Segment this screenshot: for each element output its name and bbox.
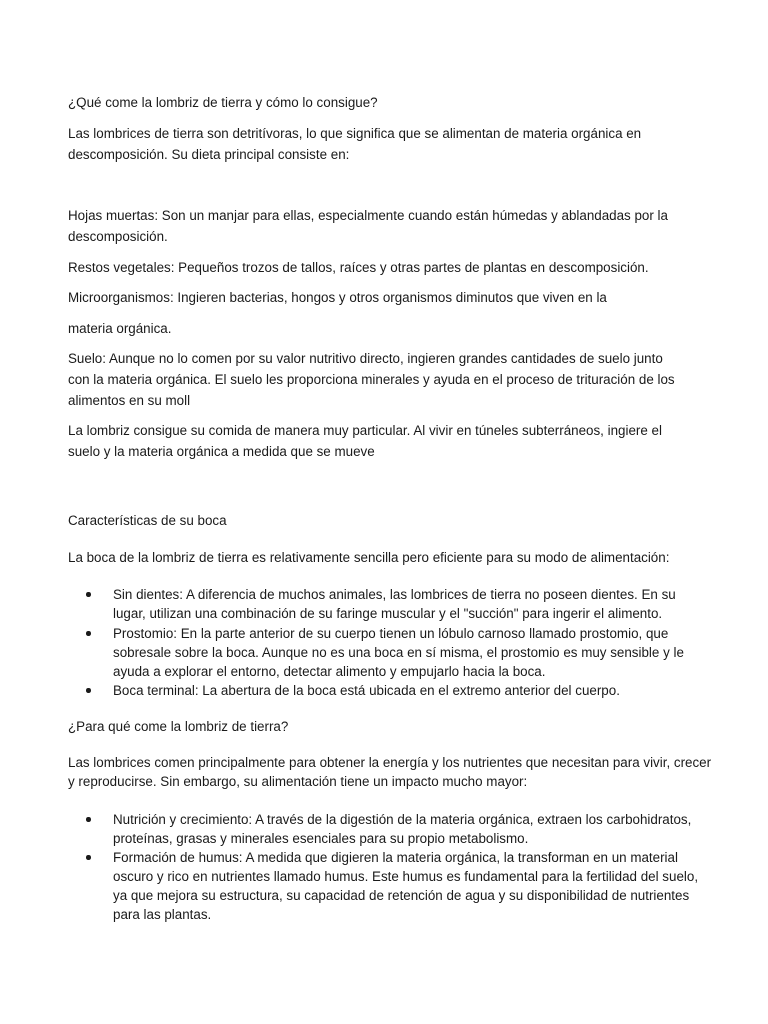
list-item-text: Formación de humus: A medida que digieren la materia orgánica, la transforman en un material oscuro y rico en nutrientes llamado humus. Este humus es fundamental para la fertilidad del suelo, ya que mejora su estructura, su capacidad de retención de agua y su disponibilidad de nutrientes para las plantas.	[113, 850, 699, 922]
consigue-line-1: La lombriz consigue su comida de manera muy particular. Al vivir en túneles subterráneos, ingiere el	[68, 423, 662, 438]
bullet-icon	[86, 817, 91, 822]
heading-caracteristicas: Características de su boca	[68, 513, 227, 528]
bullet-icon	[86, 631, 91, 636]
boca-intro: La boca de la lombriz de tierra es relativamente sencilla pero eficiente para su modo de alimentación:	[68, 550, 670, 565]
micro-line-2: materia orgánica.	[68, 321, 172, 336]
suelo-line-1: Suelo: Aunque no lo comen por su valor nutritivo directo, ingieren grandes cantidades de suelo junto	[68, 351, 663, 366]
list-item-text: Sin dientes: A diferencia de muchos animales, las lombrices de tierra no poseen dientes. En su lugar, utilizan una combinación de su faringe muscular y el "succión" para ingerir el alimento.	[113, 587, 676, 621]
list-item-text: Nutrición y crecimiento: A través de la digestión de la materia orgánica, extraen los carbohidratos, proteínas, grasas y minerales esenciales para su propio metabolismo.	[113, 812, 692, 846]
bullet-icon	[86, 855, 91, 860]
list-item-text: Boca terminal: La abertura de la boca está ubicada en el extremo anterior del cuerpo.	[113, 683, 620, 698]
intro-line-2: descomposición. Su dieta principal consiste en:	[68, 147, 350, 162]
hojas-line-2: descomposición.	[68, 229, 168, 244]
heading-que-come: ¿Qué come la lombriz de tierra y cómo lo consigue?	[68, 95, 378, 110]
bullet-icon	[86, 688, 91, 693]
intro-line-1: Las lombrices de tierra son detritívoras, lo que significa que se alimentan de materia orgánica en	[68, 126, 642, 141]
consigue-line-2: suelo y la materia orgánica a medida que se mueve	[68, 444, 375, 459]
suelo-line-3: alimentos en su moll	[68, 393, 191, 408]
list-item-text: Prostomio: En la parte anterior de su cuerpo tienen un lóbulo carnoso llamado prostomio, que sobresale sobre la boca. Aunque no es una boca en sí misma, el prostomio es muy sensible y le ayuda a explorar el entorno, detectar alimento y empujarlo hacia la boca.	[113, 626, 684, 679]
suelo-line-2: con la materia orgánica. El suelo les proporciona minerales y ayuda en el proceso de trituración de los	[68, 372, 675, 387]
restos-paragraph: Restos vegetales: Pequeños trozos de tallos, raíces y otras partes de plantas en descomposición.	[68, 260, 649, 275]
micro-line-1: Microorganismos: Ingieren bacterias, hongos y otros organismos diminutos que viven en la	[68, 290, 607, 305]
heading-para-que: ¿Para qué come la lombriz de tierra?	[68, 719, 289, 734]
para-que-intro: Las lombrices comen principalmente para obtener la energía y los nutrientes que necesitan para vivir, crecer y reproducirse. Sin embargo, su alimentación tiene un impacto mucho mayor:	[68, 755, 712, 789]
hojas-line-1: Hojas muertas: Son un manjar para ellas, especialmente cuando están húmedas y ablandadas por la	[68, 208, 668, 223]
bullet-icon	[86, 592, 91, 597]
